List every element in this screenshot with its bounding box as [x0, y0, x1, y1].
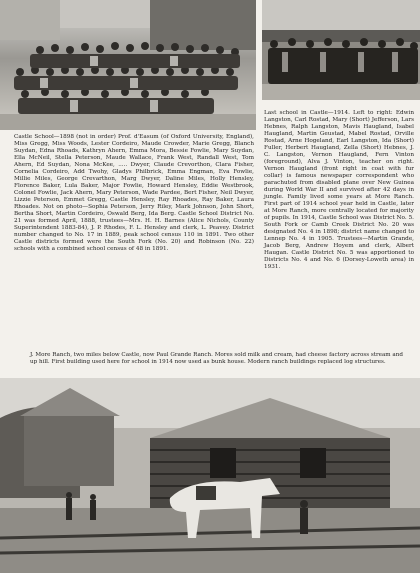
photo-more-ranch: [0, 378, 420, 573]
photo-castle-school-1914: [262, 0, 420, 100]
photo-castle-school-1898: [0, 0, 256, 130]
caption-castle-school-1914: Last school in Castle—1914. Left to right: Edwin Langston, Carl Rostad, Mary (Short) Jefferson, Lars Hebnes, Ralph Langston, Mavis Haugland, Isabel Haugland, Martin Geustad, Mabel Rostad, Orville Rostad, Arne Hogeland, Earl Langston, Ida (Short) Fuller, Herbert Haugland, Zella (Short) Hebnes, J. C. Langston, Vernon Haugland, Fern Vinton (foreground), Alva J. Vinton, teacher on right. Vernon Haugland (front right in coat with fur collar) is famous newspaper correspondent who parachuted from disabled plane over New Guinea during World War II and survived after 42 days in jungle. Family lived some years at More Ranch. First part of 1914 school year held in Castle, later at More Ranch, more centrally located for majority of pupils. In 1914, Castle School was District No. 5. South Fork or Camb Creek District No. 20 was designated No. 4 in 1898; district name changed to Lennep No. 4 in 1905. Trustees—Martin Grande, Jacob Berg, Andrew Hoyem and clerk, Albert Haugan. Castle District No. 5 was apportioned to Districts No. 4 and No. 6 (Dorsey-Loweth area) in 1931.: [264, 110, 414, 270]
caption-castle-school-1898: Castle School—1898 (not in order) Prof. d'Easum (of Oxford University, England), Miss Gregg, Miss Woods, Lester Cordeiro, Maude Crowder, Marie Gregg, Blanch Suydan, Edna Rhoads, Kathryn Ahern, Emma Mora, Bessie Fowlie, Mary Suydan, Ella McNeil, Stella Peterson, Maude Wallace, Frank West, Randall West, Tom Ahern, Ed Suydan, Nona McKee, ..... Dwyer, Claude Crevorthon, Clara Fisher, Cornelia Cordeiro, Add Twohy, Gladys Philbrick, Emma Engman, Eva Fowlie, Millie Miles, George Crevarthon, Marg Dwyer, Daline Miles, Holly Hensley, Florence Baker, Lula Baker, Major Fowlie, Howard Hensley, Eddie Westbrook, Colonel Fowlie, Jack Ahern, Mary Peterson, Wade Pardee, Bert Fisher, Neil Dwyer, Lizzie Peterson, Emmet Gregg, Castle Hensley, Ray Rhoades, Ray Baker, Laura Rhoades. Not on photo—Sophia Peterson, Jerry Riley, Mark Johnson, John Short, Bertha Short, Martin Cordeiro, Oswald Berg, Ida Berg. Castle School District No. 21 was formed April, 1888, trustees—Mrs. H. H. Barnes (Alice Nichols, County Superintendent 1883-84), J. P. Rhodes, F. L. Hensley and clerk, L. Peavey. District number changed to No. 17 in 1889, peak school census 110 in 1891. Two other Castle districts formed were the South Fork (No. 20) and Robinson (No. 22) schools with a combined school census of 48 in 1891.: [14, 134, 254, 252]
caption-more-ranch: J. More Ranch, two miles below Castle, now Paul Grande Ranch. Mores sold milk and cream, had cheese factory across stream and up hill. First building used here for school in 1914 now used as bunk house. Modern ranch buildings replaced log structures.: [30, 352, 403, 365]
